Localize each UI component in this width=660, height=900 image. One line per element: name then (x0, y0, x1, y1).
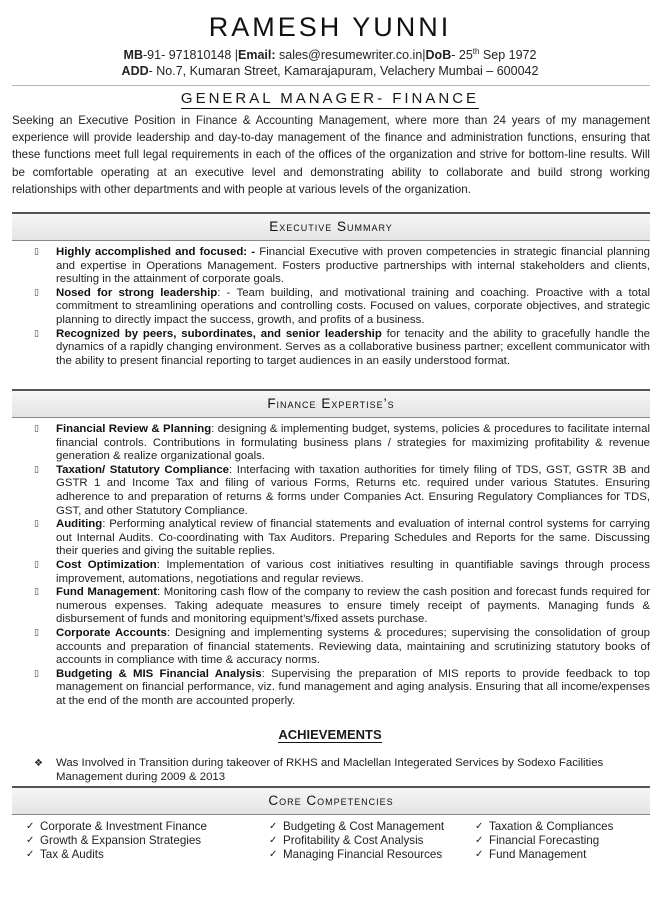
list-item: ✓ Fund Management (475, 847, 587, 861)
list-item: ✓ Managing Financial Resources (269, 847, 443, 861)
list-item: ✓ Taxation & Compliances (475, 820, 614, 833)
competencies-column-1 (26, 820, 256, 861)
bullet-icon: ▯ (34, 287, 39, 298)
contact-line (0, 47, 660, 62)
email-value[interactable]: sales@resumewriter.co.in| (275, 48, 426, 63)
check-icon: ✓ (269, 848, 278, 860)
candidate-name: RAMESH YUNNI (208, 12, 452, 42)
core-competencies-heading: Core Competencies (12, 786, 650, 815)
dob-rest: Sep 1972 (479, 48, 537, 63)
check-icon: ✓ (26, 834, 35, 846)
mb-label: MB (123, 48, 143, 63)
check-icon: ✓ (475, 834, 484, 846)
list-item: ▯ Budgeting & MIS Financial Analysis: Supervising the preparation of MIS reports to provide feedback to top management on financial performance, viz. fund management and aging analysis. Ensuring that all income/expenses at the end of the month are accounted properly. (34, 667, 650, 707)
bullet-icon: ▯ (34, 464, 39, 475)
list-item: ✓ Corporate & Investment Finance (26, 820, 207, 833)
check-icon: ✓ (269, 821, 278, 832)
competencies-column-3 (475, 820, 650, 861)
competencies-column-2 (269, 820, 469, 861)
check-icon: ✓ (269, 834, 278, 846)
finance-expertise-list (34, 423, 650, 708)
check-icon: ✓ (26, 821, 35, 832)
check-icon: ✓ (475, 848, 484, 860)
bullet-icon: ▯ (34, 424, 39, 434)
list-item: ▯ Financial Review & Planning: designing & implementing budget, systems, policies & procedures to facilitate internal financial controls. Contributions in formulating business plans / strategies for maximizing profitability & revenue generation & realize organizational goals. (34, 423, 650, 463)
dob-label: DoB (425, 48, 452, 63)
check-icon: ✓ (475, 821, 484, 832)
executive-summary-list (34, 246, 650, 368)
email-label: Email: (238, 48, 276, 63)
list-item: ▯ Nosed for strong leadership: - Team building, and motivational training and coaching. Proactive with a total commitment to streamlining operations and controlling costs. Focused on values, corporate objectives, and strategic planning to directly impact the success, growth, and profits of a business. (34, 286, 650, 326)
list-item: ✓ Growth & Expansion Strategies (26, 833, 202, 847)
bullet-icon: ▯ (34, 559, 39, 570)
address-line (0, 64, 660, 78)
list-item: ▯ Fund Management: Monitoring cash flow of the company to review the cash position and forecast funds required for numerous expenses. Taking adequate measures to ensure timely receipt of payments. Managing funds & disbursement of funds and monitoring equipment’s/fixed assets purchase. (34, 586, 650, 626)
list-item: ✓ Tax & Audits (26, 847, 104, 861)
dob-suffix: th (472, 47, 480, 56)
role-title: GENERAL MANAGER- FINANCE (180, 90, 480, 107)
list-item: ▯ Cost Optimization: Implementation of various cost initiatives resulting in quantifiable savings through process improvement, automations, negotiations and regular reviews. (34, 558, 650, 585)
bullet-icon: ▯ (34, 668, 39, 679)
achievements-heading: ACHIEVEMENTS (278, 727, 382, 742)
address-value: - No.7, Kumaran Street, Kamarajapuram, Velachery Mumbai – 600042 (148, 64, 539, 78)
dob-day: - 25 (451, 48, 473, 63)
bullet-icon: ▯ (34, 627, 39, 638)
list-item: ✓ Financial Forecasting (475, 833, 600, 847)
executive-summary-heading: Executive Summary (12, 212, 650, 241)
list-item: ▯ Recognized by peers, subordinates, and senior leadership for tenacity and the ability to gracefully handle the dynamics of a rapidly changing environment. Serves as a collaborative business partner; excellent communicator with the ability to present financial reporting to target audiences in an easily understood format. (34, 327, 651, 367)
mb-value: -91- 971810148 | (143, 48, 238, 63)
list-item: ✓ Profitability & Cost Analysis (269, 833, 424, 847)
divider (12, 85, 650, 86)
list-item: ▯ Highly accomplished and focused: - Financial Executive with proven competencies in strategic financial planning and expertise in Operations Management. Fosters productive partnerships with internal stakeholders and clients, resulting in the attainment of corporate goals. (34, 246, 651, 286)
objective-paragraph: Seeking an Executive Position in Finance & Accounting Management, where more than 24 years of my management experience will provide leadership and day-to-day management of the finance and administration functions, ensuring that these functions meet full legal requirements in each of the offices of the organization and strive for bottom-line results. Will be comfortable operating at an executive level and demonstrating ability to collaborate and build strong working relationships with other departments and with people at various levels of the organization. (12, 114, 650, 196)
achievement-item: ❖ Was Involved in Transition during takeover of RKHS and Maclellan Integerated Services by Sodexo Facilities Management during 2009 & 2013 (34, 757, 604, 783)
list-item: ▯ Corporate Accounts: Designing and implementing systems & procedures; supervising the consolidation of group accounts and preparation of financial statements. Reviewing data, maintaining and scrutinizing statutory books of accounts in compliance with time & accuracy norms. (34, 626, 650, 667)
list-item: ▯ Auditing: Performing analytical review of financial statements and evaluation of internal control systems for carrying out Internal Audits. Co-coordinating with Tax Auditors. Preparing Schedules and Reports for the same. Discussing their queries and giving the suitable replies. (34, 518, 650, 558)
check-icon: ✓ (26, 848, 35, 860)
finance-expertise-heading: Finance Expertise’s (12, 389, 650, 418)
bullet-icon: ▯ (34, 519, 39, 530)
bullet-icon: ▯ (34, 587, 39, 598)
address-label: ADD (121, 64, 149, 78)
diamond-bullet-icon: ❖ (34, 758, 43, 769)
list-item: ✓ Budgeting & Cost Management (269, 820, 445, 833)
bullet-icon: ▯ (34, 247, 39, 257)
bullet-icon: ▯ (34, 328, 39, 339)
list-item: ▯ Taxation/ Statutory Compliance: Interfacing with taxation authorities for timely filing of TDS, GST, GSTR 3B and GSTR 1 and Income Tax and filing of various Forms, Returns etc. required under various Statutes. Ensuring adherence to and preparation of returns & forms under Companies Act. Ensuring Regulatory Compliances for TDS, GST, and other Statutory Compliance. (34, 463, 650, 517)
